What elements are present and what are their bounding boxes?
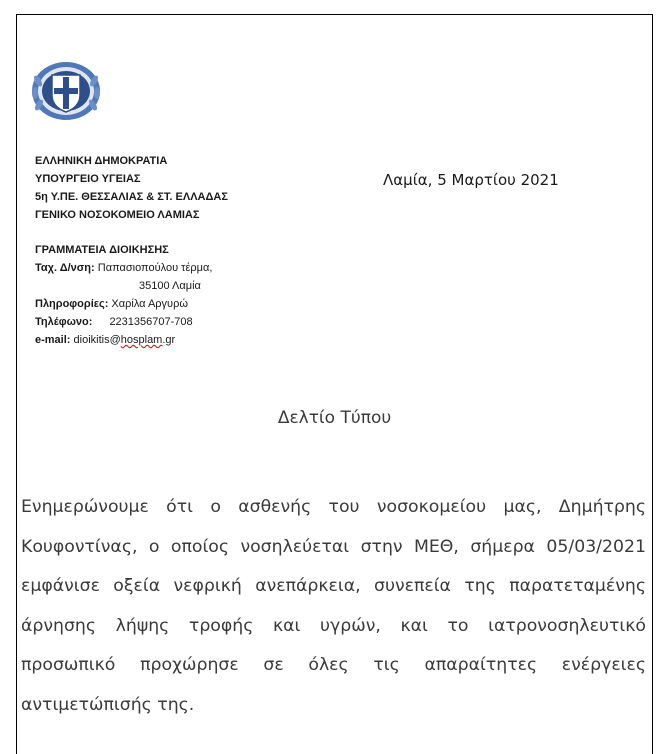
contact-block [35, 241, 212, 349]
header-ministry: ΥΠΟΥΡΓΕΙΟ ΥΓΕΙΑΣ [35, 173, 141, 185]
phone-value: 2231356707-708 [109, 316, 193, 328]
info-label: Πληροφορίες: [35, 298, 109, 310]
header-health-region: 5η Υ.ΠΕ. ΘΕΣΣΑΛΙΑΣ & ΣΤ. ΕΛΛΑΔΑΣ [35, 191, 228, 203]
email-tld: .gr [162, 334, 176, 346]
issuer-header [35, 152, 228, 224]
document-title: Δελτίο Τύπου [277, 408, 392, 428]
email-label: e-mail: [35, 334, 71, 346]
email-user: dioikitis@ [73, 334, 121, 346]
email-value[interactable] [74, 334, 176, 346]
header-hospital: ΓΕΝΙΚΟ ΝΟΣΟΚΟΜΕΙΟ ΛΑΜΙΑΣ [35, 209, 200, 221]
email-line [35, 331, 212, 349]
document-date: Λαμία, 5 Μαρτίου 2021 [383, 171, 559, 189]
phone-line [35, 313, 212, 331]
address-label: Ταχ. Δ/νση: [35, 262, 95, 274]
department-name: ΓΡΑΜΜΑΤΕΙΑ ΔΙΟΙΚΗΣΗΣ [35, 244, 169, 256]
press-release-body: Ενημερώνουμε ότι ο ασθενής του νοσοκομείου μας, Δημήτρης Κουφοντίνας, ο οποίος νοσηλεύεται στην ΜΕΘ, σήμερα 05/03/2021 εμφάνισε οξεία νεφρική ανεπάρκεια, συνεπεία της παρατεταμένης άρνησης λήψης τροφής και υγρών, και το ιατρονοσηλευτικό προσωπικό προχώρησε σε όλες τις απαραίτητες ενέργειες αντιμετώπισής της. [21, 497, 646, 715]
document-page [16, 14, 653, 754]
email-domain: hosplam [120, 334, 163, 346]
address-value: Παπασιοπούλου τέρμα, [97, 262, 213, 274]
phone-label: Τηλέφωνο: [35, 316, 93, 328]
greek-coat-of-arms-emblem [30, 61, 102, 121]
header-republic: ΕΛΛΗΝΙΚΗ ΔΗΜΟΚΡΑΤΙΑ [35, 155, 168, 167]
info-value: Χαρίλα Αργυρώ [111, 298, 188, 310]
info-line [35, 295, 212, 313]
postcode-line: 35100 Λαμία [139, 280, 201, 292]
address-line [35, 259, 212, 277]
